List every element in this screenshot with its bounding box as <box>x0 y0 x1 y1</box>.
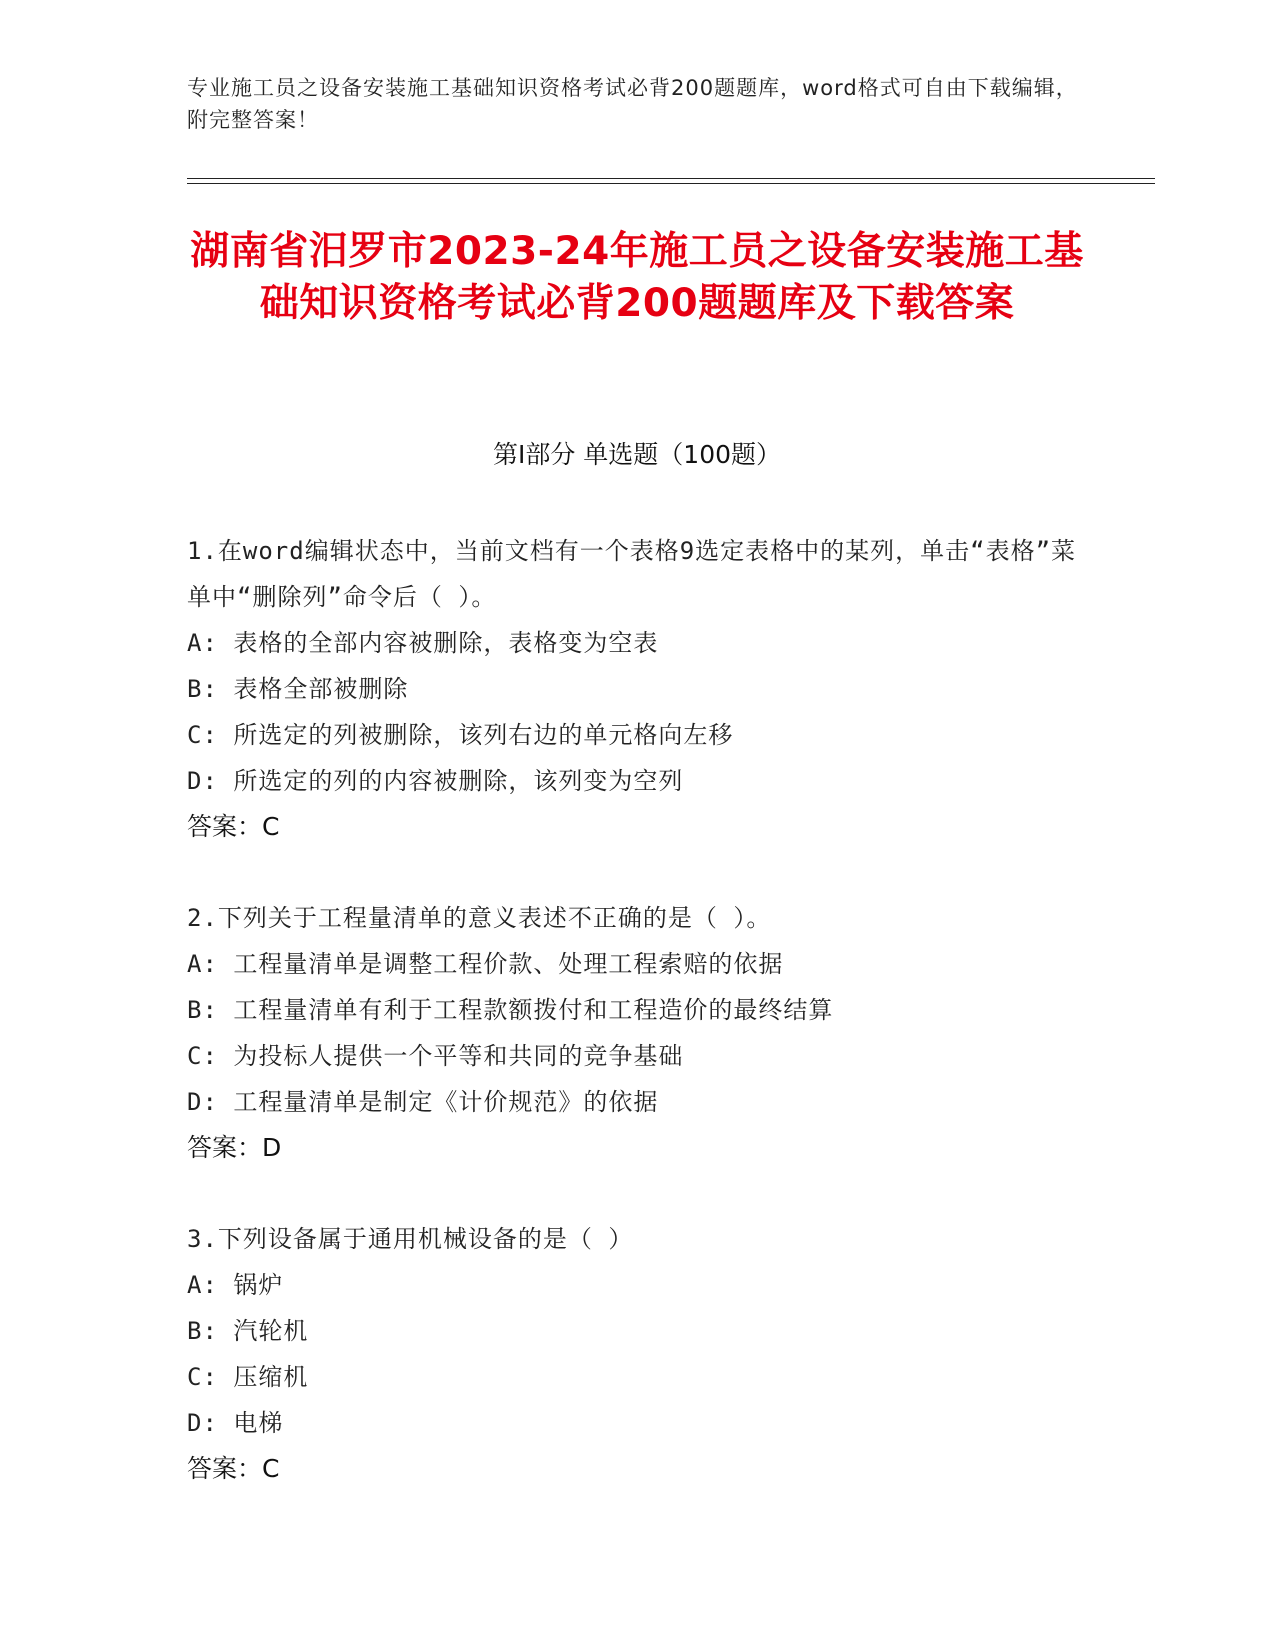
option-b: B: 表格全部被删除 <box>187 675 409 703</box>
section-title: 第I部分 单选题（100题） <box>492 440 782 469</box>
answer-line: 答案：C <box>187 812 280 841</box>
option-a: A: 表格的全部内容被删除，表格变为空表 <box>187 629 659 657</box>
question-stem: 1.在word编辑状态中，当前文档有一个表格9选定表格中的某列，单击“表格”菜单中“删除列”命令后（ ）。 <box>187 537 1077 611</box>
question-item <box>187 1216 1087 1492</box>
option-c: C: 压缩机 <box>187 1363 309 1391</box>
header-divider-bottom <box>187 183 1155 184</box>
option-a: A: 工程量清单是调整工程价款、处理工程索赔的依据 <box>187 950 784 978</box>
answer-line: 答案：C <box>187 1454 280 1483</box>
question-stem: 2.下列关于工程量清单的意义表述不正确的是（ ）。 <box>187 904 772 932</box>
option-b: B: 工程量清单有利于工程款额拨付和工程造价的最终结算 <box>187 996 834 1024</box>
answer-line: 答案：D <box>187 1133 282 1162</box>
header-note: 专业施工员之设备安装施工基础知识资格考试必背200题题库，word格式可自由下载编辑，附完整答案！ <box>187 76 1078 132</box>
header-divider-top <box>187 178 1155 179</box>
question-list <box>187 528 1087 1537</box>
option-b: B: 汽轮机 <box>187 1317 309 1345</box>
question-stem: 3.下列设备属于通用机械设备的是（ ） <box>187 1225 634 1253</box>
option-d: D: 电梯 <box>187 1409 284 1437</box>
question-item <box>187 895 1087 1171</box>
question-item <box>187 528 1087 850</box>
option-c: C: 为投标人提供一个平等和共同的竞争基础 <box>187 1042 684 1070</box>
option-d: D: 所选定的列的内容被删除，该列变为空列 <box>187 767 684 795</box>
option-a: A: 锅炉 <box>187 1271 284 1299</box>
document-title: 湖南省汨罗市2023-24年施工员之设备安装施工基础知识资格考试必背200题题库及下载答案 <box>190 229 1084 326</box>
option-c: C: 所选定的列被删除，该列右边的单元格向左移 <box>187 721 734 749</box>
option-d: D: 工程量清单是制定《计价规范》的依据 <box>187 1088 659 1116</box>
